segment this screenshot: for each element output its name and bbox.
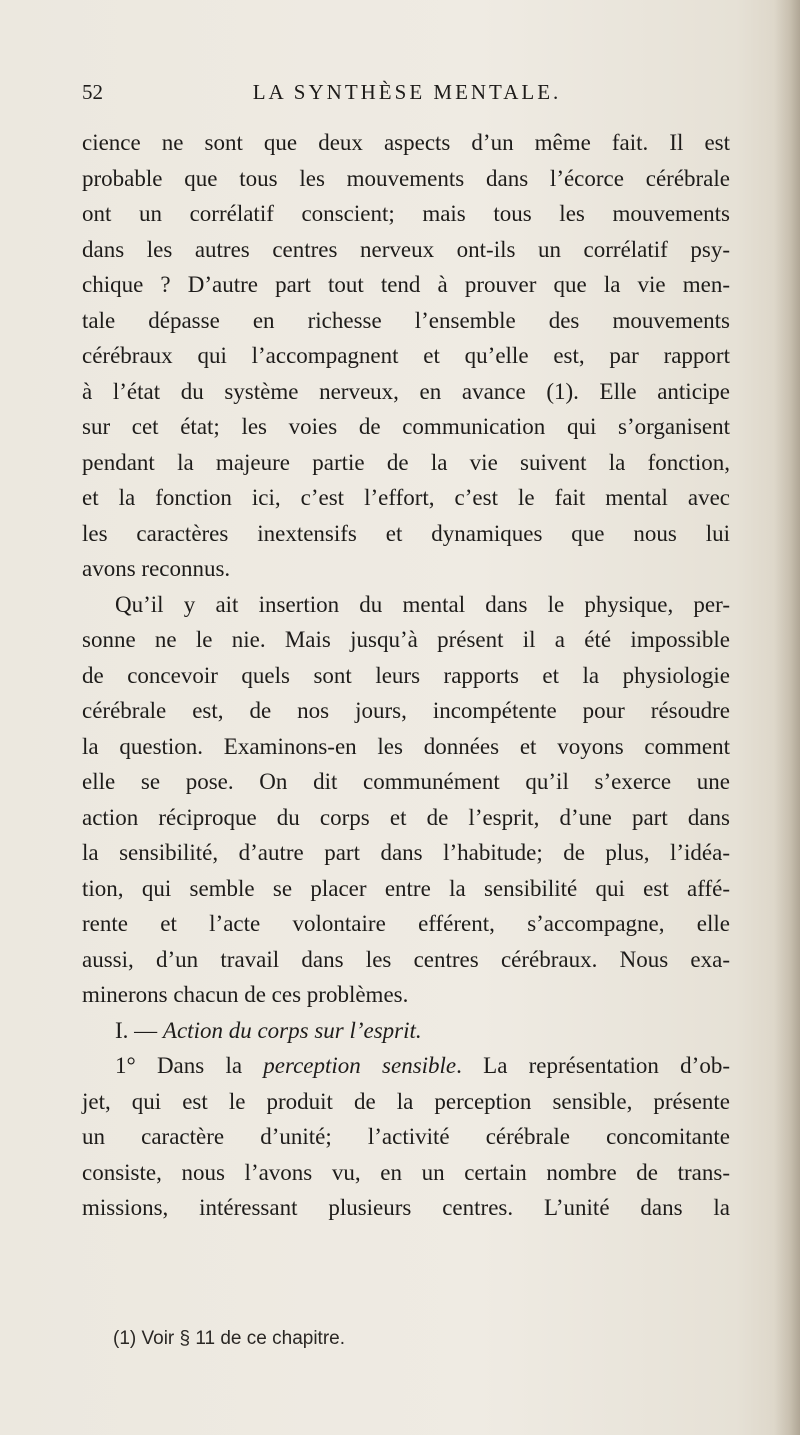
text-line: sur cet état; les voies de communication qui s’organisent: [82, 414, 730, 439]
page-number: 52: [82, 80, 103, 104]
text-line: jet, qui est le produit de la perception sensible, présente: [82, 1088, 730, 1114]
page-header: [82, 80, 732, 110]
text-line: tion, qui semble se placer entre la sensibilité qui est affé-: [82, 875, 730, 901]
text-line: probable que tous les mouvements dans l’écorce cérébrale: [82, 165, 730, 191]
paragraph-end-line: avons reconnus.: [82, 556, 231, 581]
page-edge-shadow: [774, 0, 800, 1435]
text-line: elle se pose. On dit communément qu’il s’exerce une: [82, 769, 730, 794]
text-line: cience ne sont que deux aspects d’un même fait. Il est: [82, 130, 730, 155]
paragraph-start-line: [82, 1048, 730, 1084]
italic-term: perception sensible: [263, 1053, 457, 1078]
text-line: ont un corrélatif conscient; mais tous les mouvements: [82, 201, 730, 226]
text-line: chique ? D’autre part tout tend à prouver que la vie men-: [82, 272, 730, 297]
text-line: action réciproque du corps et de l’esprit, d’une part dans: [82, 804, 730, 830]
text-line: un caractère d’unité; l’activité cérébrale concomitante: [82, 1124, 730, 1149]
text-line: les caractères inextensifs et dynamiques que nous lui: [82, 520, 730, 546]
text-line: dans les autres centres nerveux ont-ils un corrélatif psy-: [82, 236, 730, 262]
text-line: la sensibilité, d’autre part dans l’habitude; de plus, l’idéa-: [82, 840, 730, 865]
text-line: cérébraux qui l’accompagnent et qu’elle est, par rapport: [82, 343, 730, 368]
text-line: aussi, d’un travail dans les centres cérébraux. Nous exa-: [82, 946, 730, 972]
section-heading: [82, 1013, 730, 1049]
para-prefix: 1° Dans la: [115, 1053, 264, 1078]
paragraph-end-line: minerons chacun de ces problèmes.: [82, 982, 409, 1007]
text-line: sonne ne le nie. Mais jusqu’à présent il a été impossible: [82, 627, 730, 652]
body-text: [82, 125, 730, 1226]
text-line: à l’état du système nerveux, en avance (1). Elle anticipe: [82, 378, 730, 404]
text-line: rente et l’acte volontaire efférent, s’accompagne, elle: [82, 911, 730, 936]
section-title: Action du corps sur l’esprit.: [162, 1017, 422, 1043]
text-line: la question. Examinons-en les données et voyons comment: [82, 733, 730, 759]
paragraph-start-line: Qu’il y ait insertion du mental dans le physique, per-: [115, 591, 730, 617]
text-line: consiste, nous l’avons vu, en un certain nombre de trans-: [82, 1159, 730, 1185]
text-line: missions, intéressant plusieurs centres. L’unité dans la: [82, 1195, 730, 1220]
text-line: pendant la majeure partie de la vie suivent la fonction,: [82, 449, 730, 475]
footnote: (1) Voir § 11 de ce chapitre.: [113, 1328, 345, 1349]
running-title: LA SYNTHÈSE MENTALE.: [252, 80, 562, 104]
para-suffix: . La représentation d’ob-: [456, 1053, 730, 1078]
text-line: tale dépasse en richesse l’ensemble des mouvements: [82, 307, 730, 333]
section-number: I. —: [115, 1017, 163, 1043]
text-line: de concevoir quels sont leurs rapports et la physiologie: [82, 662, 730, 688]
text-line: et la fonction ici, c’est l’effort, c’est le fait mental avec: [82, 485, 730, 510]
text-line: cérébrale est, de nos jours, incompétente pour résoudre: [82, 698, 730, 723]
